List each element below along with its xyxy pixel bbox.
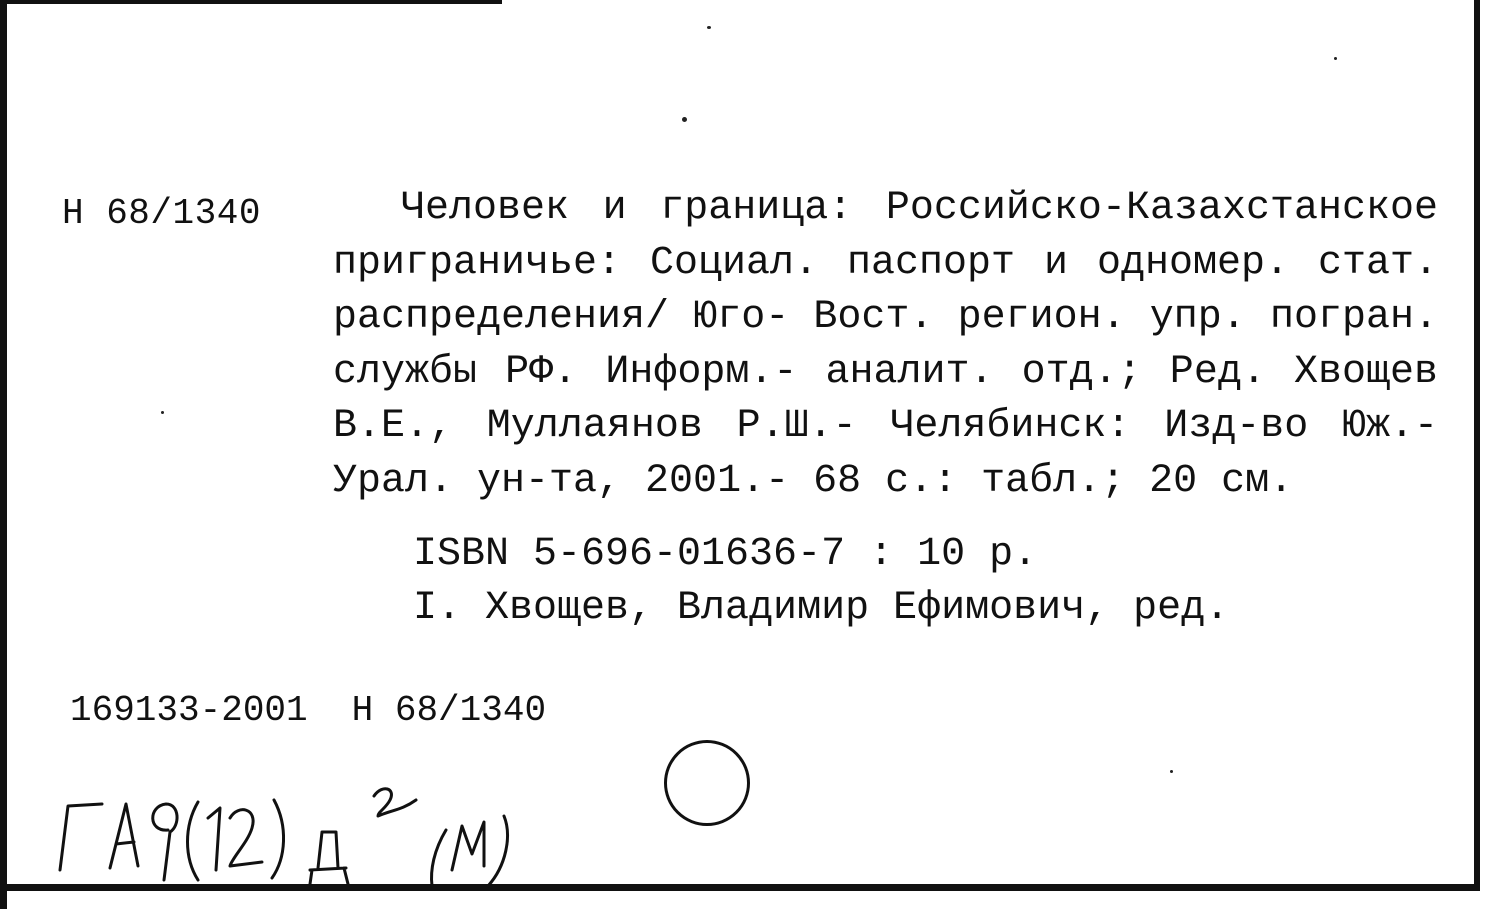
scan-speck — [1334, 57, 1337, 60]
scan-speck — [682, 117, 687, 122]
isbn-line: ISBN 5-696-01636-7 : 10 р. — [413, 532, 1038, 577]
card-footer — [70, 690, 546, 731]
shelf-mark: Н 68/1340 — [62, 193, 261, 234]
footer-shelf-mark: Н 68/1340 — [351, 690, 547, 731]
scan-speck — [1170, 770, 1173, 773]
bibliographic-description — [333, 182, 1438, 509]
handwritten-classification-note — [52, 770, 552, 890]
accession-number: 169133-2001 — [70, 690, 308, 731]
scan-speck — [707, 26, 711, 29]
punch-hole-circle — [664, 740, 750, 826]
card-border-top — [0, 0, 502, 4]
description-text: Человек и граница: Российско-Казахстанское приграничье: Социал. паспорт и одномер. стат. распределения/ Юго- Вост. регион. упр. погран. службы РФ. Информ.- аналит. отд.; Ред. Хвощев В.Е., Муллаянов Р.Ш.- Челябинск: Изд-во Юж.- Урал. ун-та, 2001.- 68 с.: табл.; 20 см. — [333, 186, 1438, 504]
added-entry-editor: I. Хвощев, Владимир Ефимович, ред. — [413, 586, 1230, 631]
card-border-right — [1474, 0, 1480, 890]
scan-speck — [161, 411, 164, 414]
card-border-left — [0, 0, 7, 909]
